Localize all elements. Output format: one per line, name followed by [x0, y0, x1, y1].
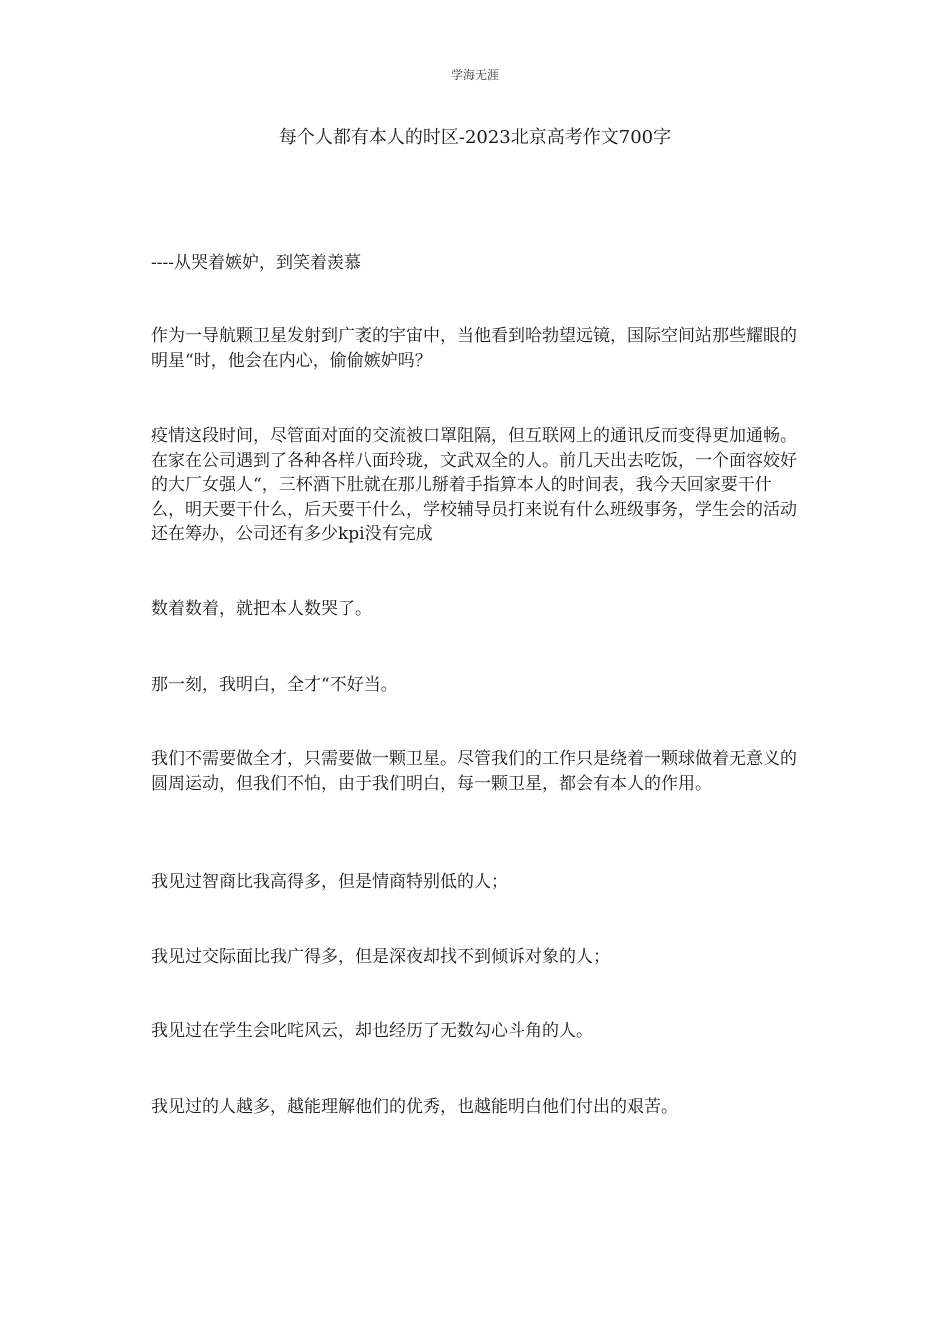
essay-title: 每个人都有本人的时区-2023北京高考作文700字: [278, 127, 672, 148]
paragraph: 疫情这段时间，尽管面对面的交流被口罩阻隔，但互联网上的通讯反而变得更加通畅。在家在公司遇到了各种各样八面玲珑，文武双全的人。前几天出去吃饭，一个面容姣好的大厂女强人“，三杯酒下肚就在那儿掰着手指算本人的时间表，我今天回家要干什么，明天要干什么，后天要干什么，学校辅导员打来说有什么班级事务，学生会的活动还在筹办，公司还有多少kpi没有完成: [151, 426, 797, 544]
paragraph: 数着数着，就把本人数哭了。: [151, 599, 372, 619]
page-header: 学海无涯: [450, 68, 499, 82]
paragraph: 我见过交际面比我广得多，但是深夜却找不到倾诉对象的人；: [151, 947, 610, 967]
paragraph: 作为一导航颗卫星发射到广袤的宇宙中，当他看到哈勃望远镜，国际空间站那些耀眼的明星“时，他会在内心，偷偷嫉妒吗？: [151, 326, 797, 371]
paragraph: 我见过的人越多，越能理解他们的优秀，也越能明白他们付出的艰苦。: [151, 1097, 678, 1117]
paragraph: 那一刻，我明白，全才“不好当。: [151, 675, 398, 695]
subtitle: ----从哭着嫉妒，到笑着羡慕: [151, 253, 361, 273]
paragraph: 我们不需要做全才，只需要做一颗卫星。尽管我们的工作只是绕着一颗球做着无意义的圆周运动，但我们不怕，由于我们明白，每一颗卫星，都会有本人的作用。: [151, 749, 797, 794]
paragraph: 我见过智商比我高得多，但是情商特别低的人；: [151, 872, 508, 892]
paragraph: 我见过在学生会叱咤风云，却也经历了无数勾心斗角的人。: [151, 1021, 593, 1041]
